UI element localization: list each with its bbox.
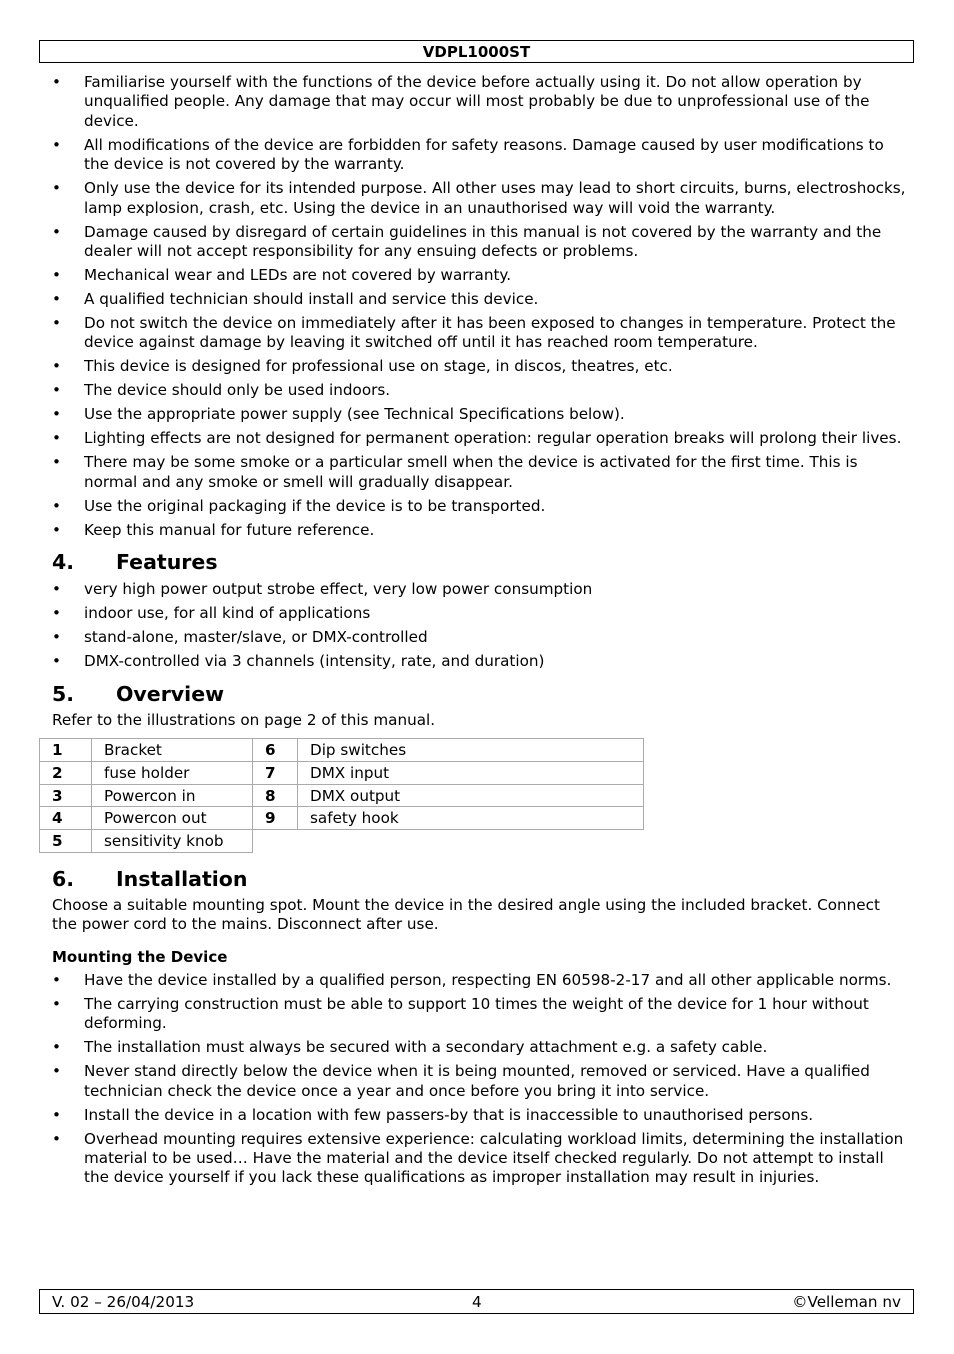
- bullet-icon: •: [52, 652, 61, 671]
- bullet-icon: •: [52, 290, 61, 309]
- list-item: • Overhead mounting requires extensive experience: calculating workload limits, determining the installation material to be used… Have the material and the device itself checked regularly. Do not attempt to install the device yourself if you lack these qualifications as improper installation may result in injuries.: [52, 1129, 904, 1187]
- table-row: 1 Bracket 6 Dip switches: [40, 739, 644, 762]
- list-item: • A qualified technician should install and service this device.: [52, 290, 539, 309]
- list-item: • stand-alone, master/slave, or DMX-controlled: [52, 628, 428, 647]
- bullet-icon: •: [52, 266, 61, 285]
- version-date: V. 02 – 26/04/2013: [52, 1293, 195, 1311]
- bullet-icon: •: [52, 994, 61, 1013]
- list-item: • Damage caused by disregard of certain guidelines in this manual is not covered by the warranty and the dealer will not accept responsibility for any ensuing defects or problems.: [52, 222, 882, 261]
- list-item: • DMX-controlled via 3 channels (intensity, rate, and duration): [52, 652, 545, 671]
- table-row: 5 sensitivity knob: [40, 830, 644, 853]
- copyright: ©Velleman nv: [792, 1293, 901, 1311]
- bullet-icon: •: [52, 222, 61, 241]
- section-heading-overview: 5. Overview: [52, 681, 225, 706]
- bullet-icon: •: [52, 1105, 61, 1124]
- list-item: • The device should only be used indoors.: [52, 381, 391, 400]
- list-item: • Only use the device for its intended purpose. All other uses may lead to short circuits, burns, electroshocks, lamp explosion, crash, etc. Using the device in an unauthorised way will void the warranty.: [52, 179, 906, 217]
- bullet-icon: •: [52, 429, 61, 448]
- bullet-icon: •: [52, 314, 61, 333]
- installation-intro: Choose a suitable mounting spot. Mount the device in the desired angle using the included bracket. Connect the power cord to the mains. Disconnect after use.: [52, 896, 880, 934]
- features-list: [52, 580, 907, 671]
- list-item: • Familiarise yourself with the functions of the device before actually using it. Do not allow operation by unqualified people. Any damage that may occur will most probably be due to unprofessional use of the device.: [52, 73, 870, 130]
- list-item: • Never stand directly below the device when it is being mounted, removed or serviced. Have a qualified technician check the device once a year and once before you bring it into service.: [52, 1062, 870, 1100]
- list-item: • indoor use, for all kind of applications: [52, 604, 371, 623]
- bullet-icon: •: [52, 73, 61, 91]
- bullet-icon: •: [52, 970, 61, 989]
- list-item: • The carrying construction must be able to support 10 times the weight of the device for 1 hour without deforming.: [52, 994, 869, 1033]
- list-item: • There may be some smoke or a particular smell when the device is activated for the first time. This is normal and any smoke or smell will gradually disappear.: [52, 453, 858, 491]
- section-heading-features: 4. Features: [52, 550, 218, 575]
- bullet-icon: •: [52, 1062, 61, 1081]
- overview-table: [39, 738, 644, 853]
- list-item: • Use the appropriate power supply (see Technical Specifications below).: [52, 405, 625, 424]
- list-item: • All modifications of the device are forbidden for safety reasons. Damage caused by user modifications to the device is not covered by the warranty.: [52, 135, 884, 174]
- list-item: • Lighting effects are not designed for permanent operation: regular operation breaks will prolong their lives.: [52, 429, 902, 448]
- bullet-icon: •: [52, 405, 61, 424]
- list-item: • The installation must always be secured with a secondary attachment e.g. a safety cable.: [52, 1038, 768, 1057]
- bullet-icon: •: [52, 1038, 61, 1057]
- bullet-icon: •: [52, 381, 61, 400]
- bullet-icon: •: [52, 135, 61, 154]
- table-row: 4 Powercon out 9 safety hook: [40, 807, 644, 830]
- subheading-mounting: Mounting the Device: [52, 947, 228, 966]
- model-title: VDPL1000ST: [422, 43, 531, 61]
- overview-intro: Refer to the illustrations on page 2 of this manual.: [52, 710, 436, 729]
- list-item: • This device is designed for professional use on stage, in discos, theatres, etc.: [52, 357, 673, 376]
- list-item: • Use the original packaging if the device is to be transported.: [52, 496, 546, 515]
- table-row: 3 Powercon in 8 DMX output: [40, 784, 644, 807]
- list-item: • Have the device installed by a qualified person, respecting EN 60598-2-17 and all other applicable norms.: [52, 970, 892, 989]
- bullet-icon: •: [52, 453, 61, 472]
- list-item: • Do not switch the device on immediately after it has been exposed to changes in temperature. Protect the device against damage by leaving it switched off until it has reached room temperature.: [52, 314, 896, 352]
- list-item: • very high power output strobe effect, very low power consumption: [52, 580, 593, 599]
- list-item: • Mechanical wear and LEDs are not covered by warranty.: [52, 266, 512, 285]
- document-header: [39, 40, 914, 63]
- bullet-icon: •: [52, 604, 61, 623]
- bullet-icon: •: [52, 628, 61, 647]
- list-item: • Install the device in a location with few passers-by that is inaccessible to unauthorised persons.: [52, 1105, 814, 1124]
- safety-list: [52, 73, 907, 540]
- bullet-icon: •: [52, 357, 61, 376]
- page-content: [52, 73, 907, 1192]
- bullet-icon: •: [52, 179, 61, 198]
- list-item: • Keep this manual for future reference.: [52, 520, 375, 539]
- mounting-list: [52, 971, 907, 1188]
- section-heading-installation: 6. Installation: [52, 867, 248, 892]
- table-row: 2 fuse holder 7 DMX input: [40, 761, 644, 784]
- bullet-icon: •: [52, 496, 61, 515]
- document-footer: [39, 1289, 914, 1314]
- bullet-icon: •: [52, 580, 61, 599]
- bullet-icon: •: [52, 520, 61, 539]
- bullet-icon: •: [52, 1129, 61, 1148]
- page-number: 4: [472, 1293, 482, 1311]
